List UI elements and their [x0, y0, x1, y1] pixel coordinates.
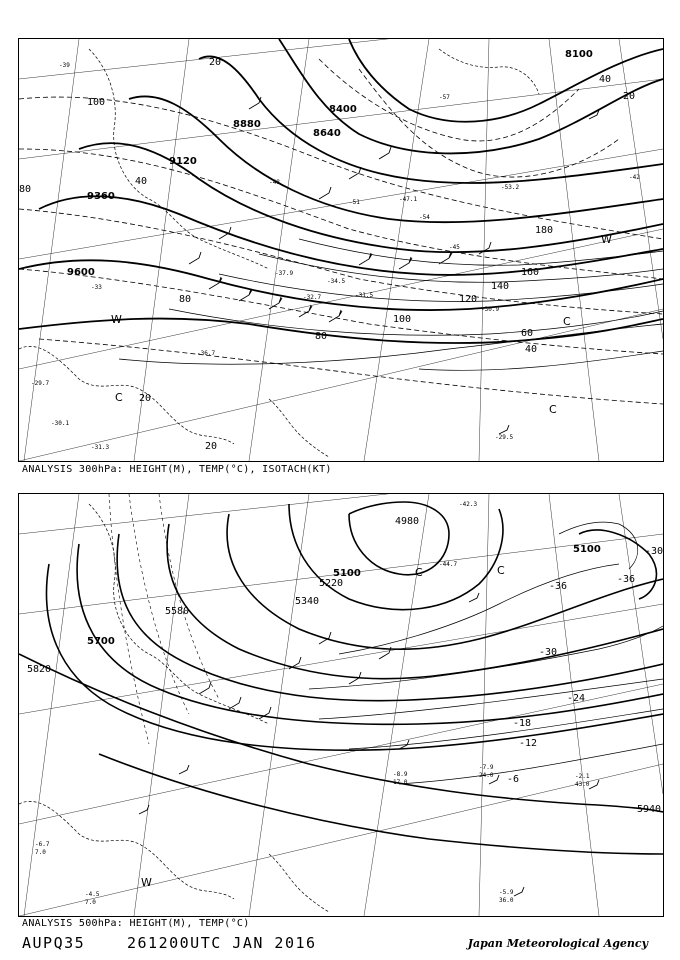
isotherms [309, 522, 663, 784]
height-label-8640: 8640 [313, 128, 341, 139]
height-label-5100: 5100 [573, 544, 601, 555]
isotach-label: 120 [459, 294, 478, 305]
height-label-8100: 8100 [565, 49, 593, 60]
obs-value: -30.1 [51, 420, 70, 427]
temp-label: -57 [439, 94, 450, 101]
temp-label: -30 [645, 546, 663, 557]
obs-value: -32.7 [303, 294, 322, 301]
temp-label: -54 [419, 214, 430, 221]
coastline [19, 504, 329, 912]
obs-value: -31.5 [355, 292, 374, 299]
obs-value: -37.9 [275, 270, 294, 277]
isotach-label: 20 [623, 91, 636, 102]
obs-value: 24.0 [479, 772, 494, 779]
warm-center-mark: W [111, 313, 122, 326]
cold-center-mark: C [549, 403, 557, 416]
obs-value: -5.9 [499, 889, 514, 896]
temp-label: -18 [513, 718, 532, 729]
isotach-label: 140 [491, 281, 510, 292]
height-label-4980: 4980 [395, 516, 420, 527]
graticule [19, 494, 663, 916]
isotach-label: 80 [315, 331, 328, 342]
obs-value: -29.7 [31, 380, 50, 387]
height-label-9600: 9600 [67, 267, 95, 278]
height-label-5100: 5100 [333, 568, 361, 579]
obs-value: -44.7 [439, 561, 458, 568]
chart-code: AUPQ35 [22, 934, 86, 952]
obs-value: 7.0 [85, 899, 96, 906]
isotach-label: 100 [393, 314, 412, 325]
cold-center-mark: C [415, 566, 423, 579]
obs-value: 7.0 [35, 849, 46, 856]
isotach-label: 160 [521, 267, 540, 278]
temp-label: -51 [349, 199, 360, 206]
obs-value: 17.0 [393, 779, 408, 786]
map-panel-500hpa [18, 493, 664, 917]
height-contours [19, 39, 663, 343]
analysis-datetime: 261200UTC JAN 2016 [127, 934, 317, 952]
height-label-8880: 8880 [233, 119, 261, 130]
agency-name: Japan Meteorological Agency [467, 937, 648, 950]
isotach-label: 80 [179, 294, 192, 305]
obs-value: 43.0 [575, 781, 590, 788]
height-label-9120: 9120 [169, 156, 197, 167]
temp-label: -33 [91, 284, 102, 291]
obs-value: -53.2 [501, 184, 520, 191]
temp-label: -24 [567, 693, 586, 704]
temp-label: -6 [507, 774, 520, 785]
obs-value: -4.5 [85, 891, 100, 898]
obs-value: -6.7 [35, 841, 50, 848]
height-label-5340: 5340 [295, 596, 320, 607]
isotach-label: 20 [205, 441, 218, 452]
isotach-label: 100 [87, 97, 106, 108]
obs-value: -42.3 [459, 501, 478, 508]
temp-label: -36 [549, 581, 568, 592]
temp-label: -39 [59, 62, 70, 69]
obs-value: -34.5 [327, 278, 346, 285]
obs-value: 36.0 [499, 897, 514, 904]
cold-center-mark: C [563, 315, 571, 328]
isotach-label: 80 [19, 184, 32, 195]
isotherm-dashed [109, 494, 219, 744]
height-contours [19, 502, 663, 854]
warm-center-mark: W [141, 876, 152, 889]
isotach-label: 40 [135, 176, 148, 187]
temp-label: -48 [269, 179, 280, 186]
caption-500hpa: ANALYSIS 500hPa: HEIGHT(M), TEMP(°C) [22, 918, 250, 929]
isotach-label: 20 [139, 393, 152, 404]
obs-value: -36.7 [197, 350, 216, 357]
temp-label: -30 [539, 647, 558, 658]
height-label-8400: 8400 [329, 104, 357, 115]
isotach-label: 40 [525, 344, 538, 355]
height-label-5580: 5580 [165, 606, 190, 617]
isotach-label: 20 [209, 57, 222, 68]
caption-300hpa: ANALYSIS 300hPa: HEIGHT(M), TEMP(°C), ISOTACH(KT) [22, 464, 332, 475]
height-label-5700: 5700 [87, 636, 115, 647]
height-label-9360: 9360 [87, 191, 115, 202]
map-300hpa-svg [19, 39, 663, 461]
obs-value: -47.1 [399, 196, 418, 203]
obs-value: -31.3 [91, 444, 110, 451]
isotach-label: 60 [521, 328, 534, 339]
height-label-5940: 5940 [637, 804, 662, 815]
cold-center-mark: C [115, 391, 123, 404]
cold-center-mark: C [497, 564, 505, 577]
height-label-5220: 5220 [319, 578, 344, 589]
map-500hpa-svg [19, 494, 663, 916]
obs-value: -2.1 [575, 773, 590, 780]
obs-value: -29.5 [495, 434, 514, 441]
obs-value: -8.9 [393, 771, 408, 778]
temp-label: -42 [629, 174, 640, 181]
isotach-label: 40 [599, 74, 612, 85]
map-panel-300hpa [18, 38, 664, 462]
isotach-label: 180 [535, 225, 554, 236]
temp-label: -36 [617, 574, 636, 585]
warm-center-mark: W [601, 233, 612, 246]
temp-label: -45 [449, 244, 460, 251]
temp-label: -12 [519, 738, 538, 749]
obs-value: -30.9 [481, 306, 500, 313]
obs-value: -7.9 [479, 764, 494, 771]
height-label-5820: 5820 [27, 664, 52, 675]
